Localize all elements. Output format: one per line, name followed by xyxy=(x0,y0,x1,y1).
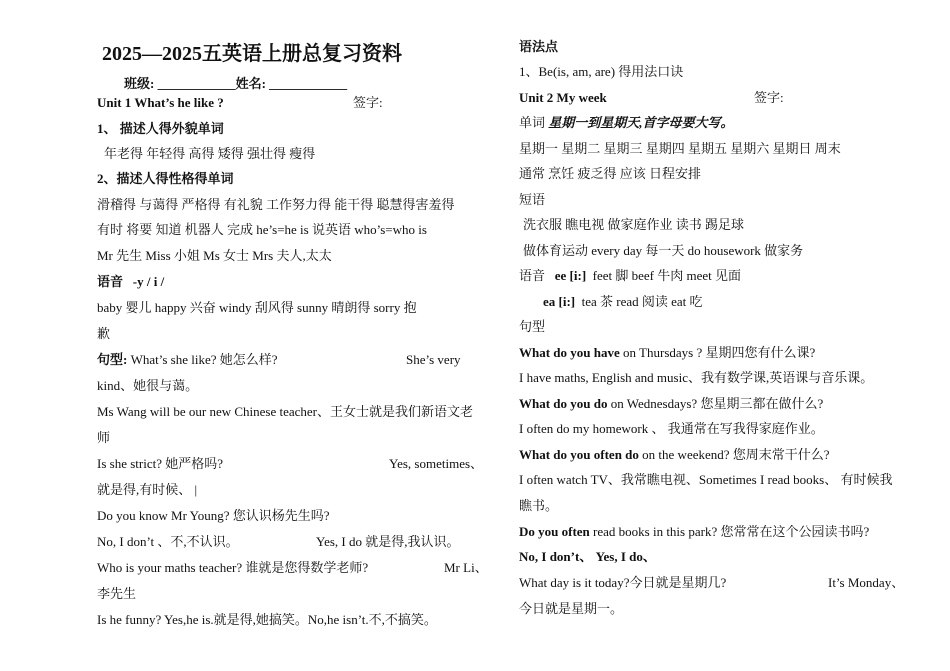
pattern-5: What do you often do on the weekend? 您周末常干什么? xyxy=(519,447,830,462)
sentence-7: Is he funny? Yes,he is.就是得,她搞笑。No,he isn’t.不,不搞笑。 xyxy=(97,612,437,627)
sec2-line-2: 有时 将要 知道 机器人 完成 he’s=he is 说英语 who’s=who is xyxy=(97,222,427,237)
grammar-heading: 语法点 xyxy=(519,39,559,54)
sentence-2-cont: 师 xyxy=(97,430,111,445)
class-name-line: 班级: ____________姓名: ____________ xyxy=(124,76,348,91)
unit2-heading: Unit 2 My week xyxy=(519,90,607,105)
pattern-9: What day is it today?今日就是星期几? It’s Monday、 xyxy=(519,575,905,590)
misc-words-line: 通常 烹饪 疲乏得 应该 日程安排 xyxy=(519,166,702,181)
pattern-label: 句型 xyxy=(519,319,546,334)
unit2-heading-line xyxy=(519,90,914,106)
sec1-heading: 1、 描述人得外貌单词 xyxy=(97,121,224,136)
sentence-1-cont: kind、她很与蔼。 xyxy=(97,378,199,393)
unit1-heading: Unit 1 What’s he like ? xyxy=(97,95,224,110)
sentence-6-cont: 李先生 xyxy=(97,586,137,601)
pattern-9-cont: 今日就是星期一。 xyxy=(519,601,624,616)
phonics-line-2: 歉 xyxy=(97,326,111,341)
sec1-words: 年老得 年轻得 高得 矮得 强壮得 瘦得 xyxy=(104,146,316,161)
sentence-3-cont: 就是得,有时候、 | xyxy=(97,482,198,497)
sec2-line-1: 滑稽得 与蔼得 严格得 有礼貌 工作努力得 能干得 聪慧得害羞得 xyxy=(97,197,455,212)
phonics-line-1: baby 婴儿 happy 兴奋 windy 刮风得 sunny 晴朗得 sorry 抱 xyxy=(97,300,417,315)
pattern-6: I often watch TV、我常瞧电视、Sometimes I read books、 有时候我 xyxy=(519,472,893,487)
pattern-2: I have maths, English and music、我有数学课,英语课与音乐课。 xyxy=(519,370,874,385)
pattern-6-cont: 瞧书。 xyxy=(519,498,559,513)
sentence-5: No, I don’t 、不,不认识。 Yes, I do 就是得,我认识。 xyxy=(97,534,460,549)
phonics-ee-line: 语音 ee [i:] feet 脚 beef 牛肉 meet 见面 xyxy=(519,268,742,283)
document-title: 2025—2025五英语上册总复习资料 xyxy=(102,43,402,65)
phonics-ea-line: ea [i:] tea 茶 read 阅读 eat 吃 xyxy=(543,294,703,309)
sentence-2: Ms Wang will be our new Chinese teacher、王女士就是我们新语文老 xyxy=(97,404,474,419)
unit1-heading-line xyxy=(97,95,492,111)
week-days-line: 星期一 星期二 星期三 星期四 星期五 星期六 星期日 周末 xyxy=(519,141,841,156)
pattern-8: No, I don’t、 Yes, I do、 xyxy=(519,549,656,564)
sentence-3: Is she strict? 她严格吗? Yes, sometimes、 xyxy=(97,456,484,471)
grammar-line: 1、Be(is, am, are) 得用法口诀 xyxy=(519,64,684,79)
unit2-sign: 签字: xyxy=(754,90,784,105)
pattern-1: What do you have on Thursdays ? 星期四您有什么课? xyxy=(519,345,816,360)
phrase-label: 短语 xyxy=(519,192,546,207)
phrase-line-2: 做体育运动 every day 每一天 do housework 做家务 xyxy=(523,243,804,258)
sec2-line-3: Mr 先生 Miss 小姐 Ms 女士 Mrs 夫人,太太 xyxy=(97,248,332,263)
pattern-7: Do you often read books in this park? 您常常在这个公园读书吗? xyxy=(519,524,870,539)
pattern-3: What do you do on Wednesdays? 您星期三都在做什么? xyxy=(519,396,824,411)
sentence-4: Do you know Mr Young? 您认识杨先生吗? xyxy=(97,508,330,523)
sec2-heading: 2、描述人得性格得单词 xyxy=(97,171,234,186)
pattern-4: I often do my homework 、 我通常在写我得家庭作业。 xyxy=(519,421,824,436)
sentence-6: Who is your maths teacher? 谁就是您得数学老师? Mr Li、 xyxy=(97,560,488,575)
unit1-sign: 签字: xyxy=(353,95,383,110)
words-line: 单词 星期一到星期天,首字母要大写。 xyxy=(519,115,734,130)
phonics-heading: 语音 -y / i / xyxy=(97,274,165,289)
sentence-1: 句型: What’s she like? 她怎么样? She’s very xyxy=(97,352,461,367)
phrase-line-1: 洗衣服 瞧电视 做家庭作业 读书 踢足球 xyxy=(523,217,745,232)
